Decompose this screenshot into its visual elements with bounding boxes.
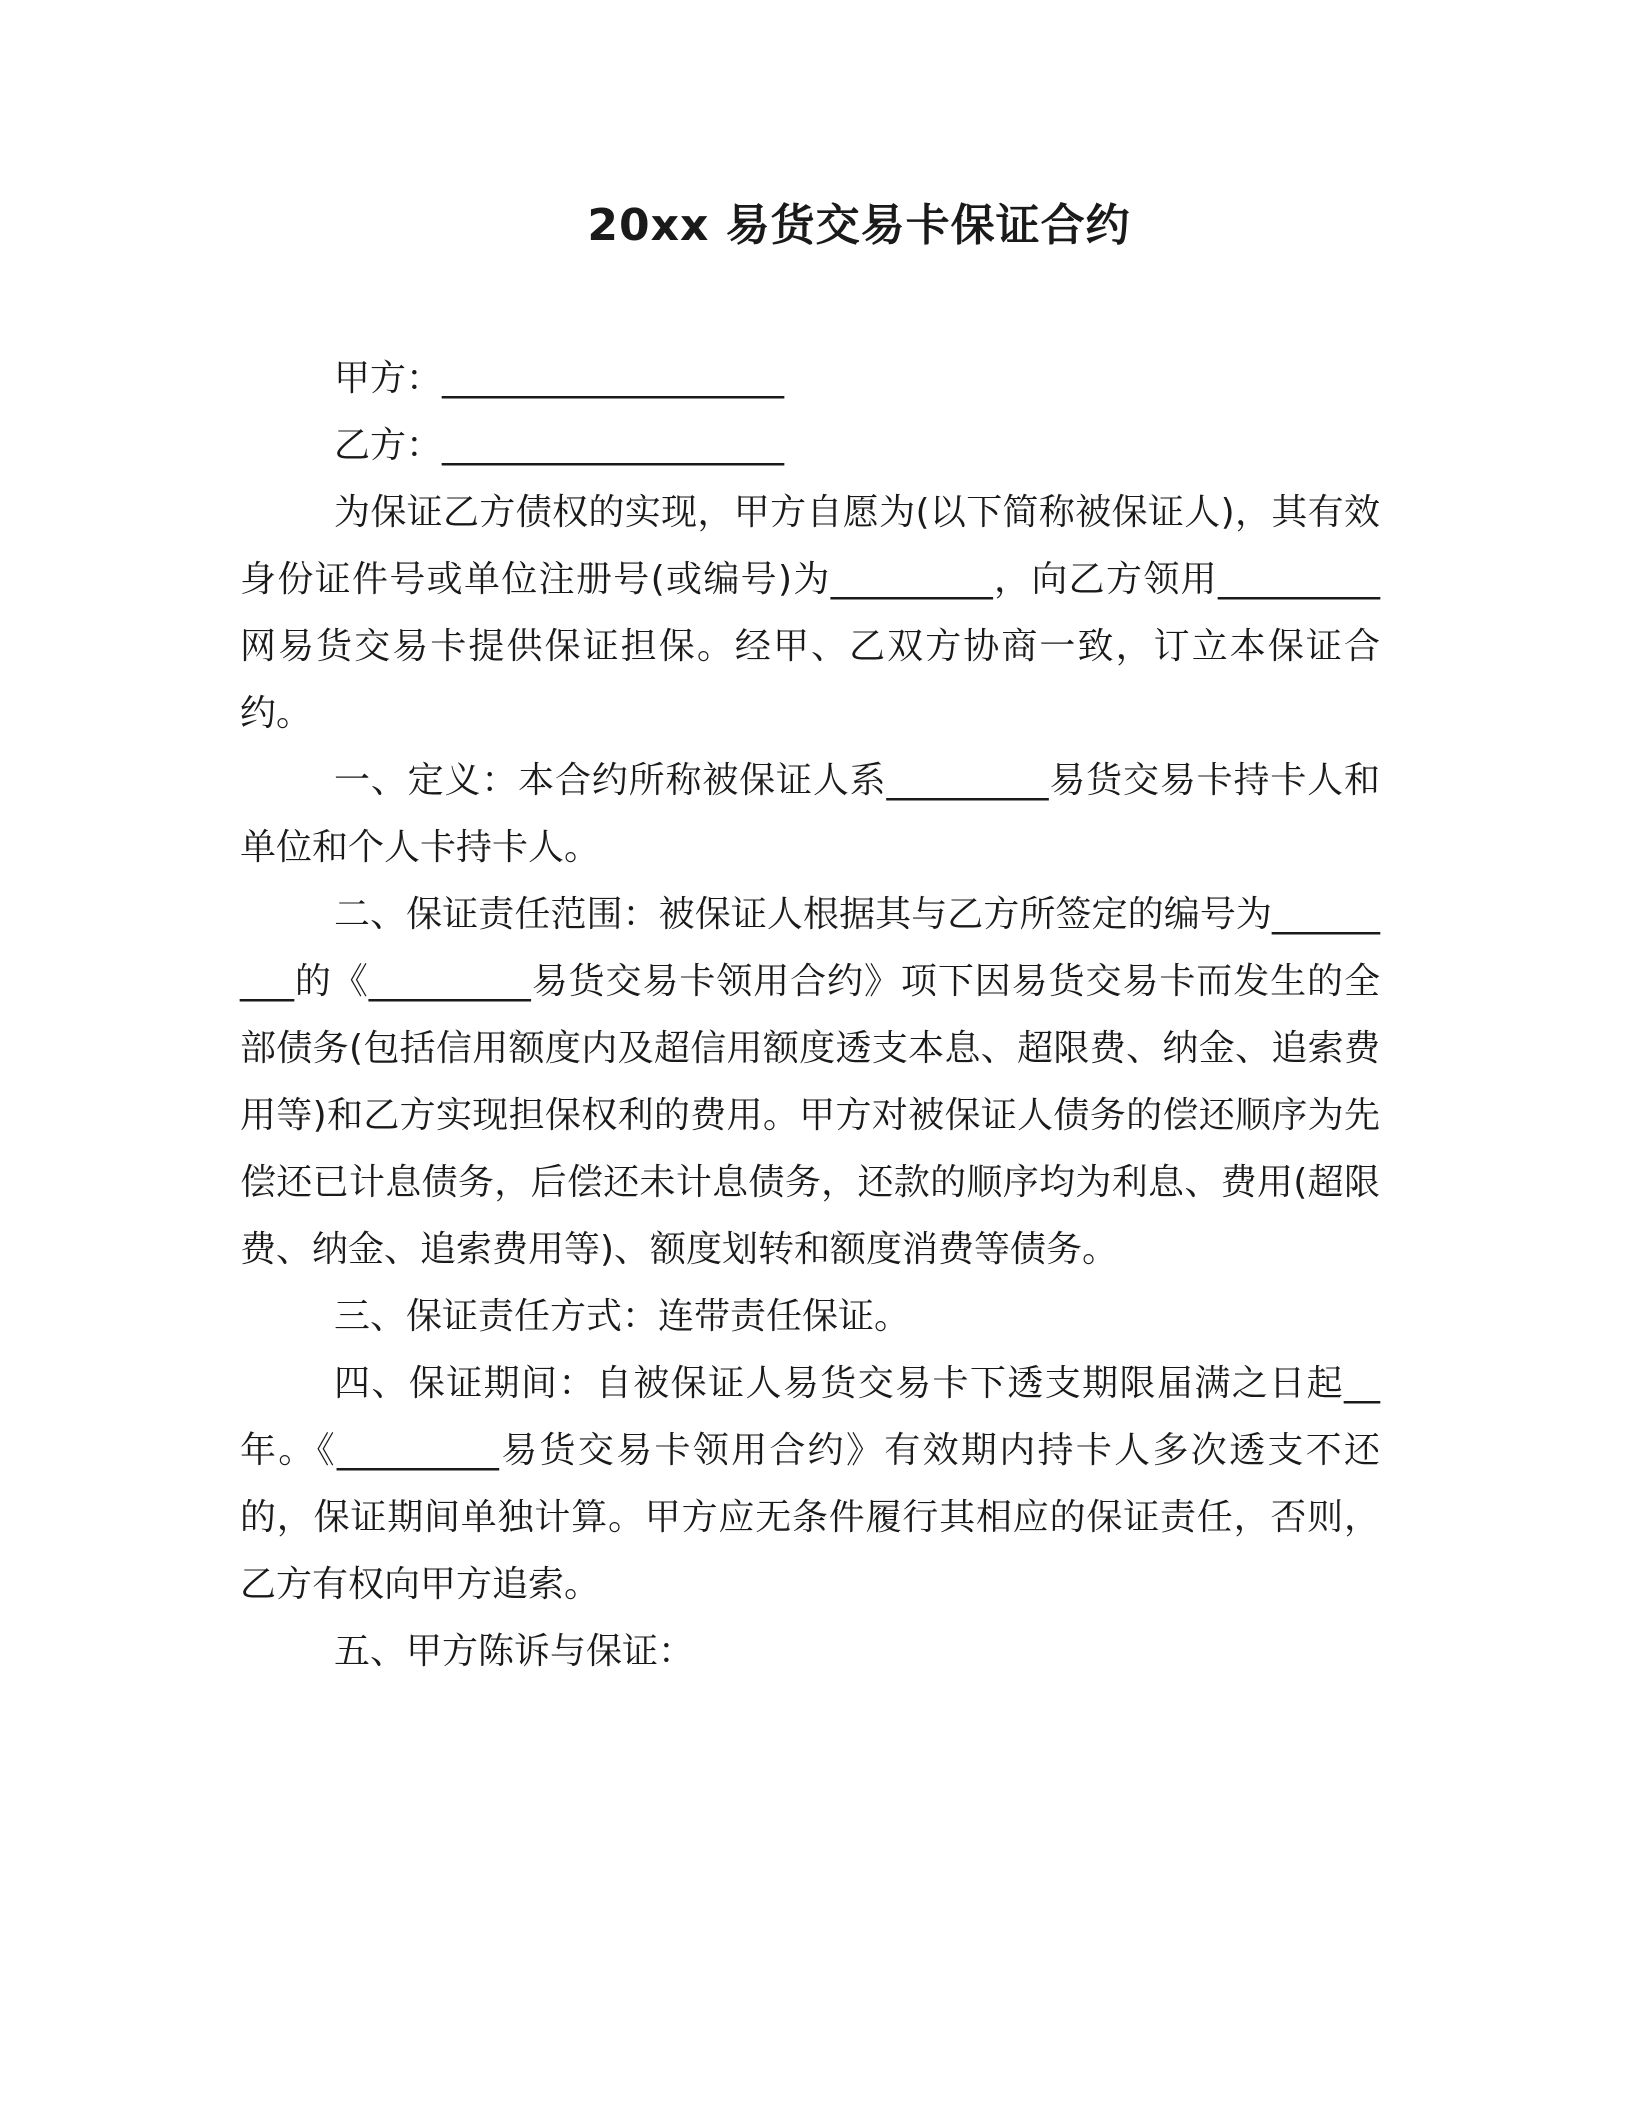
document-title: 20xx 易货交易卡保证合约 — [587, 200, 1131, 251]
party-b-line: 乙方：___________________ — [334, 425, 785, 466]
party-a-line: 甲方：___________________ — [334, 358, 785, 399]
paragraph-representations: 五、甲方陈诉与保证： — [334, 1631, 695, 1672]
paragraph-definition: 一、定义：本合约所称被保证人系_________易货交易卡持卡人和单位和个人卡持卡人。 — [240, 760, 1380, 868]
paragraph-method: 三、保证责任方式：连带责任保证。 — [334, 1296, 911, 1337]
paragraph-preamble: 为保证乙方债权的实现，甲方自愿为(以下简称被保证人)，其有效身份证件号或单位注册号(或编号)为_________，向乙方领用_________网易货交易卡提供保证担保。经甲、乙双方协商一致，订立本保证合约。 — [240, 492, 1380, 734]
paragraph-period: 四、保证期间：自被保证人易货交易卡下透支期限届满之日起__年。《_________易货交易卡领用合约》有效期内持卡人多次透支不还的，保证期间单独计算。甲方应无条件履行其相应的保证责任，否则，乙方有权向甲方追索。 — [240, 1363, 1380, 1605]
document-body — [240, 345, 1380, 1685]
paragraph-scope: 二、保证责任范围：被保证人根据其与乙方所签定的编号为_________的《_________易货交易卡领用合约》项下因易货交易卡而发生的全部债务(包括信用额度内及超信用额度透支本息、超限费、纳金、追索费用等)和乙方实现担保权利的费用。甲方对被保证人债务的偿还顺序为先偿还已计息债务，后偿还未计息债务，还款的顺序均为利息、费用(超限费、纳金、追索费用等)、额度划转和额度消费等债务。 — [240, 894, 1380, 1270]
